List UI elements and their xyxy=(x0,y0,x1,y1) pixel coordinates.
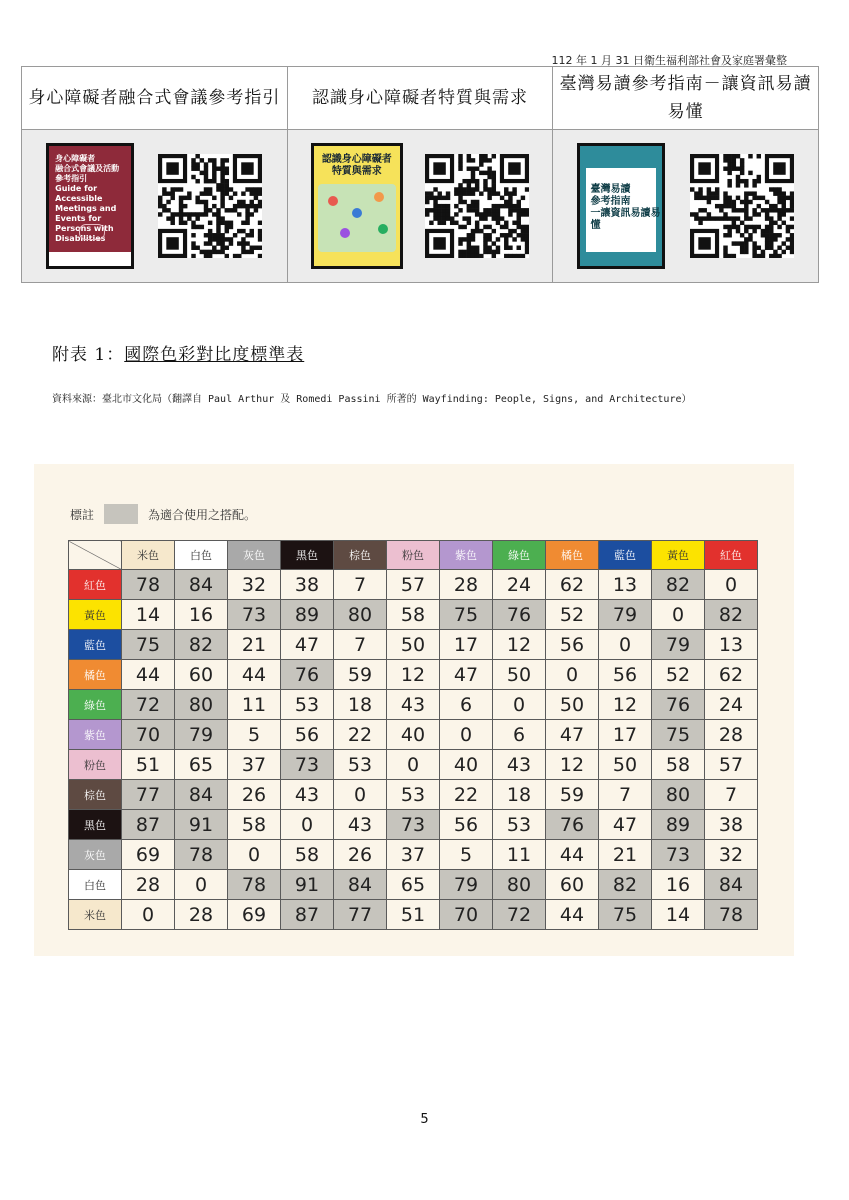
row-header: 粉色 xyxy=(69,750,122,780)
contrast-value-cell: 77 xyxy=(122,780,175,810)
contrast-value-cell: 62 xyxy=(546,570,599,600)
contrast-value-cell: 79 xyxy=(175,720,228,750)
contrast-value-cell: 44 xyxy=(122,660,175,690)
contrast-value-cell: 32 xyxy=(705,840,758,870)
row-header: 藍色 xyxy=(69,630,122,660)
corner-cell xyxy=(69,541,122,570)
contrast-value-cell: 16 xyxy=(652,870,705,900)
column-header: 藍色 xyxy=(599,541,652,570)
contrast-value-cell: 80 xyxy=(334,600,387,630)
contrast-value-cell: 18 xyxy=(493,780,546,810)
contrast-value-cell: 47 xyxy=(599,810,652,840)
table-row xyxy=(69,660,758,690)
column-header: 棕色 xyxy=(334,541,387,570)
contrast-value-cell: 0 xyxy=(705,570,758,600)
contrast-value-cell: 59 xyxy=(546,780,599,810)
contrast-value-cell: 76 xyxy=(493,600,546,630)
contrast-value-cell: 58 xyxy=(387,600,440,630)
column-header: 白色 xyxy=(175,541,228,570)
playground-illustration-icon xyxy=(318,184,396,252)
contrast-value-cell: 14 xyxy=(122,600,175,630)
contrast-value-cell: 73 xyxy=(387,810,440,840)
contrast-value-cell: 43 xyxy=(281,780,334,810)
contrast-value-cell: 44 xyxy=(546,900,599,930)
contrast-value-cell: 51 xyxy=(122,750,175,780)
contrast-value-cell: 69 xyxy=(122,840,175,870)
contrast-value-cell: 65 xyxy=(175,750,228,780)
contrast-value-cell: 7 xyxy=(334,630,387,660)
resource-title-2: 認識身心障礙者特質與需求 xyxy=(287,67,553,130)
contrast-value-cell: 43 xyxy=(493,750,546,780)
column-header: 灰色 xyxy=(228,541,281,570)
appendix-prefix: 附表 1： xyxy=(52,345,125,365)
contrast-value-cell: 28 xyxy=(175,900,228,930)
contrast-value-cell: 70 xyxy=(122,720,175,750)
resource-images-3 xyxy=(553,130,819,283)
table-row xyxy=(69,570,758,600)
contrast-value-cell: 43 xyxy=(334,810,387,840)
resource-images-2 xyxy=(287,130,553,283)
table-row xyxy=(69,720,758,750)
contrast-value-cell: 84 xyxy=(175,570,228,600)
contrast-value-cell: 73 xyxy=(228,600,281,630)
contrast-value-cell: 0 xyxy=(175,870,228,900)
column-header: 黑色 xyxy=(281,541,334,570)
contrast-value-cell: 24 xyxy=(705,690,758,720)
contrast-value-cell: 26 xyxy=(228,780,281,810)
contrast-value-cell: 16 xyxy=(175,600,228,630)
contrast-value-cell: 7 xyxy=(599,780,652,810)
contrast-value-cell: 78 xyxy=(705,900,758,930)
contrast-value-cell: 38 xyxy=(281,570,334,600)
legend-suffix: 為適合使用之搭配。 xyxy=(148,507,257,522)
book-cover-2-text: 認識身心障礙者 特質與需求 xyxy=(321,154,392,177)
contrast-value-cell: 62 xyxy=(705,660,758,690)
contrast-value-cell: 11 xyxy=(228,690,281,720)
contrast-value-cell: 43 xyxy=(387,690,440,720)
contrast-value-cell: 14 xyxy=(652,900,705,930)
qr-code-icon[interactable] xyxy=(158,154,262,258)
contrast-value-cell: 53 xyxy=(387,780,440,810)
contrast-value-cell: 82 xyxy=(175,630,228,660)
contrast-value-cell: 72 xyxy=(493,900,546,930)
column-header: 粉色 xyxy=(387,541,440,570)
contrast-value-cell: 76 xyxy=(652,690,705,720)
contrast-value-cell: 79 xyxy=(599,600,652,630)
contrast-value-cell: 37 xyxy=(228,750,281,780)
contrast-value-cell: 13 xyxy=(599,570,652,600)
column-header: 綠色 xyxy=(493,541,546,570)
row-header: 棕色 xyxy=(69,780,122,810)
contrast-value-cell: 5 xyxy=(440,840,493,870)
contrast-value-cell: 44 xyxy=(228,660,281,690)
contrast-value-cell: 75 xyxy=(599,900,652,930)
contrast-value-cell: 84 xyxy=(334,870,387,900)
contrast-value-cell: 0 xyxy=(652,600,705,630)
contrast-value-cell: 47 xyxy=(281,630,334,660)
contrast-value-cell: 84 xyxy=(175,780,228,810)
contrast-value-cell: 78 xyxy=(228,870,281,900)
contrast-value-cell: 6 xyxy=(493,720,546,750)
row-header: 紅色 xyxy=(69,570,122,600)
contrast-value-cell: 56 xyxy=(599,660,652,690)
contrast-value-cell: 6 xyxy=(440,690,493,720)
column-header: 紫色 xyxy=(440,541,493,570)
contrast-value-cell: 53 xyxy=(334,750,387,780)
contrast-value-cell: 65 xyxy=(387,870,440,900)
contrast-value-cell: 17 xyxy=(599,720,652,750)
contrast-value-cell: 84 xyxy=(705,870,758,900)
contrast-value-cell: 53 xyxy=(281,690,334,720)
contrast-value-cell: 13 xyxy=(705,630,758,660)
book-cover-3-text: 臺灣易讀 參考指南 一讓資訊易讀易懂 xyxy=(590,184,661,231)
contrast-value-cell: 75 xyxy=(440,600,493,630)
contrast-value-cell: 58 xyxy=(281,840,334,870)
contrast-value-cell: 5 xyxy=(228,720,281,750)
book-cover-1-text: 身心障礙者 融合式會議及活動 參考指引 Guide for Accessible Meetings and Events for Persons with Disabilities xyxy=(55,154,120,243)
book-cover-1 xyxy=(46,143,134,269)
contrast-value-cell: 44 xyxy=(546,840,599,870)
appendix-title xyxy=(52,340,304,365)
resource-title-3: 臺灣易讀參考指南－讓資訊易讀易懂 xyxy=(553,67,819,130)
column-header: 紅色 xyxy=(705,541,758,570)
contrast-value-cell: 78 xyxy=(122,570,175,600)
contrast-value-cell: 75 xyxy=(122,630,175,660)
row-header: 綠色 xyxy=(69,690,122,720)
contrast-value-cell: 0 xyxy=(546,660,599,690)
contrast-value-cell: 32 xyxy=(228,570,281,600)
table-row xyxy=(69,840,758,870)
contrast-value-cell: 79 xyxy=(440,870,493,900)
contrast-value-cell: 60 xyxy=(175,660,228,690)
table-row xyxy=(69,810,758,840)
contrast-value-cell: 80 xyxy=(493,870,546,900)
contrast-value-cell: 37 xyxy=(387,840,440,870)
column-header: 黃色 xyxy=(652,541,705,570)
book-cover-2 xyxy=(311,143,403,269)
contrast-value-cell: 24 xyxy=(493,570,546,600)
contrast-value-cell: 28 xyxy=(440,570,493,600)
contrast-value-cell: 0 xyxy=(440,720,493,750)
contrast-value-cell: 89 xyxy=(281,600,334,630)
contrast-value-cell: 12 xyxy=(387,660,440,690)
contrast-value-cell: 47 xyxy=(440,660,493,690)
contrast-value-cell: 40 xyxy=(440,750,493,780)
contrast-value-cell: 76 xyxy=(546,810,599,840)
contrast-value-cell: 91 xyxy=(175,810,228,840)
legend xyxy=(70,504,256,524)
contrast-table xyxy=(68,540,758,930)
cover-footer xyxy=(49,252,131,266)
table-row xyxy=(69,600,758,630)
contrast-value-cell: 87 xyxy=(122,810,175,840)
contrast-value-cell: 79 xyxy=(652,630,705,660)
row-header: 黃色 xyxy=(69,600,122,630)
contrast-value-cell: 0 xyxy=(599,630,652,660)
contrast-value-cell: 75 xyxy=(652,720,705,750)
book-cover-3 xyxy=(577,143,665,269)
contrast-value-cell: 73 xyxy=(652,840,705,870)
contrast-value-cell: 7 xyxy=(334,570,387,600)
contrast-value-cell: 58 xyxy=(228,810,281,840)
table-row xyxy=(69,750,758,780)
contrast-value-cell: 56 xyxy=(440,810,493,840)
seal-icon xyxy=(79,224,105,240)
contrast-value-cell: 59 xyxy=(334,660,387,690)
contrast-value-cell: 22 xyxy=(440,780,493,810)
row-header: 紫色 xyxy=(69,720,122,750)
contrast-value-cell: 80 xyxy=(175,690,228,720)
header-note: 112 年 1 月 31 日衛生福利部社會及家庭署彙整 xyxy=(551,54,787,67)
table-row xyxy=(69,630,758,660)
contrast-value-cell: 12 xyxy=(493,630,546,660)
contrast-value-cell: 40 xyxy=(387,720,440,750)
contrast-value-cell: 52 xyxy=(652,660,705,690)
contrast-value-cell: 12 xyxy=(599,690,652,720)
legend-prefix: 標註 xyxy=(70,507,95,522)
contrast-value-cell: 70 xyxy=(440,900,493,930)
row-header: 米色 xyxy=(69,900,122,930)
contrast-value-cell: 57 xyxy=(705,750,758,780)
contrast-value-cell: 47 xyxy=(546,720,599,750)
contrast-value-cell: 82 xyxy=(652,570,705,600)
contrast-value-cell: 82 xyxy=(705,600,758,630)
contrast-value-cell: 0 xyxy=(493,690,546,720)
row-header: 黑色 xyxy=(69,810,122,840)
contrast-value-cell: 91 xyxy=(281,870,334,900)
contrast-value-cell: 80 xyxy=(652,780,705,810)
row-header: 白色 xyxy=(69,870,122,900)
contrast-value-cell: 0 xyxy=(228,840,281,870)
contrast-value-cell: 78 xyxy=(175,840,228,870)
qr-code-icon[interactable] xyxy=(690,154,794,258)
contrast-value-cell: 69 xyxy=(228,900,281,930)
qr-code-icon[interactable] xyxy=(425,154,529,258)
contrast-value-cell: 21 xyxy=(599,840,652,870)
contrast-value-cell: 76 xyxy=(281,660,334,690)
contrast-value-cell: 0 xyxy=(387,750,440,780)
contrast-value-cell: 89 xyxy=(652,810,705,840)
table-row xyxy=(69,690,758,720)
contrast-value-cell: 7 xyxy=(705,780,758,810)
contrast-value-cell: 56 xyxy=(546,630,599,660)
contrast-value-cell: 50 xyxy=(387,630,440,660)
contrast-value-cell: 0 xyxy=(334,780,387,810)
column-header: 米色 xyxy=(122,541,175,570)
resource-table xyxy=(21,66,819,283)
contrast-value-cell: 11 xyxy=(493,840,546,870)
contrast-value-cell: 22 xyxy=(334,720,387,750)
contrast-value-cell: 28 xyxy=(122,870,175,900)
source-note: 資料來源：臺北市文化局（翻譯自 Paul Arthur 及 Romedi Passini 所著的 Wayfinding: People, Signs, and Architecture） xyxy=(52,394,692,405)
resource-images-1 xyxy=(22,130,288,283)
contrast-value-cell: 58 xyxy=(652,750,705,780)
legend-swatch xyxy=(104,504,138,524)
resource-title-1: 身心障礙者融合式會議參考指引 xyxy=(22,67,288,130)
contrast-value-cell: 50 xyxy=(599,750,652,780)
row-header: 灰色 xyxy=(69,840,122,870)
table-row xyxy=(69,870,758,900)
contrast-value-cell: 60 xyxy=(546,870,599,900)
contrast-value-cell: 51 xyxy=(387,900,440,930)
contrast-panel xyxy=(34,464,794,956)
contrast-value-cell: 0 xyxy=(281,810,334,840)
contrast-value-cell: 77 xyxy=(334,900,387,930)
page-number: 5 xyxy=(420,1112,429,1127)
column-header: 橘色 xyxy=(546,541,599,570)
contrast-value-cell: 18 xyxy=(334,690,387,720)
contrast-value-cell: 87 xyxy=(281,900,334,930)
contrast-value-cell: 28 xyxy=(705,720,758,750)
contrast-value-cell: 38 xyxy=(705,810,758,840)
contrast-value-cell: 17 xyxy=(440,630,493,660)
contrast-value-cell: 57 xyxy=(387,570,440,600)
contrast-value-cell: 50 xyxy=(546,690,599,720)
contrast-value-cell: 21 xyxy=(228,630,281,660)
appendix-title-text: 國際色彩對比度標準表 xyxy=(124,345,305,365)
contrast-value-cell: 53 xyxy=(493,810,546,840)
table-row xyxy=(69,900,758,930)
contrast-value-cell: 72 xyxy=(122,690,175,720)
contrast-value-cell: 12 xyxy=(546,750,599,780)
contrast-value-cell: 52 xyxy=(546,600,599,630)
contrast-value-cell: 26 xyxy=(334,840,387,870)
contrast-value-cell: 50 xyxy=(493,660,546,690)
row-header: 橘色 xyxy=(69,660,122,690)
contrast-value-cell: 73 xyxy=(281,750,334,780)
table-row xyxy=(69,780,758,810)
contrast-value-cell: 0 xyxy=(122,900,175,930)
contrast-value-cell: 82 xyxy=(599,870,652,900)
contrast-value-cell: 56 xyxy=(281,720,334,750)
